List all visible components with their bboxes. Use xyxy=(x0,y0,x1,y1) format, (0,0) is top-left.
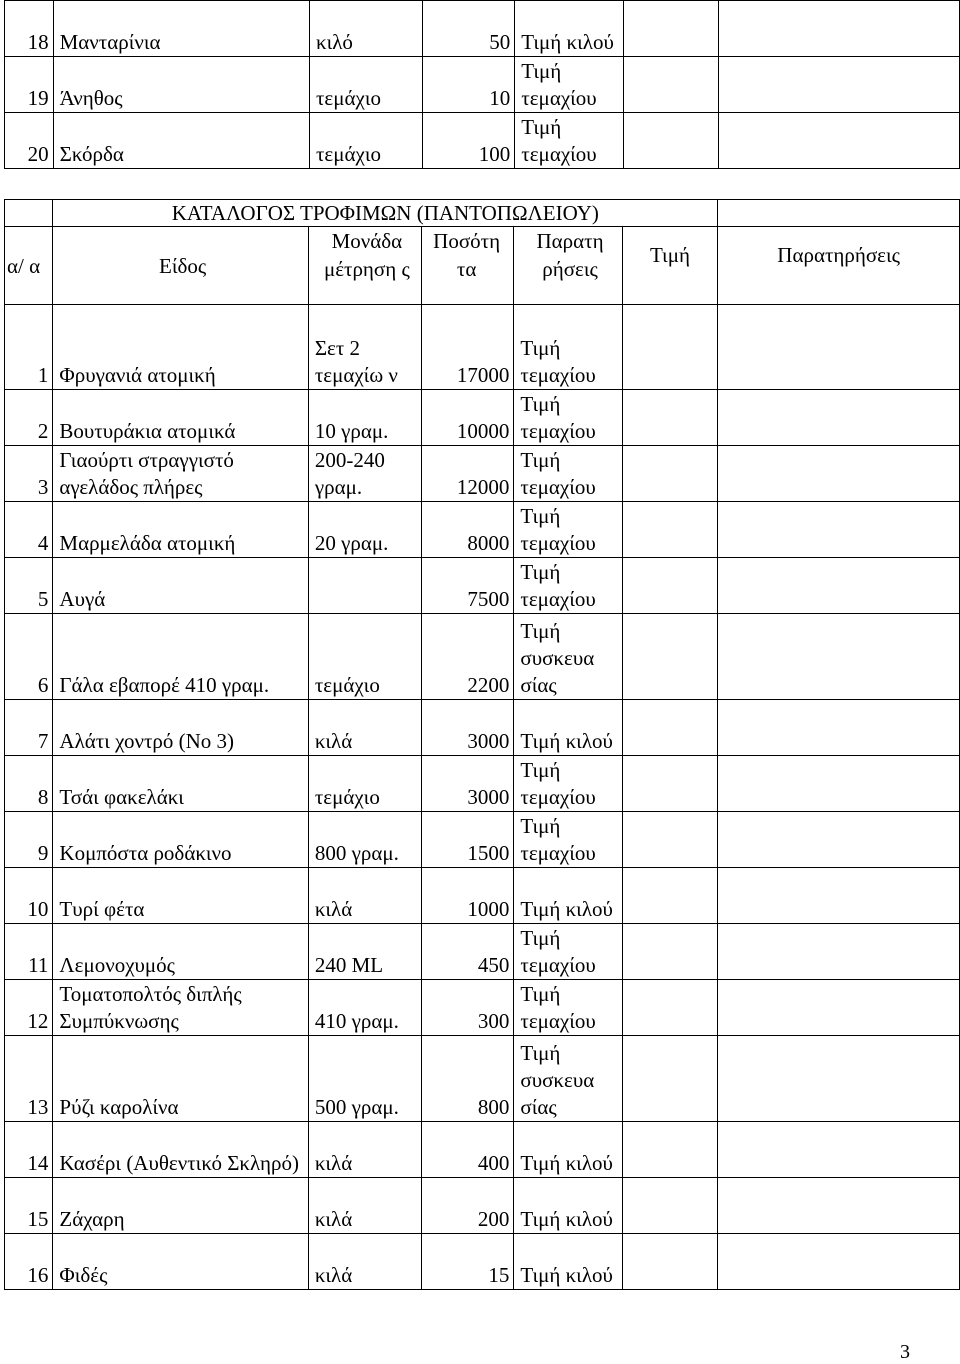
item-name: Κομπόστα ροδάκινο xyxy=(53,812,308,868)
price-cell xyxy=(623,57,718,113)
row-number: 10 xyxy=(5,868,53,924)
unit-of-measure: 10 γραμ. xyxy=(308,390,421,446)
remarks-cell xyxy=(719,113,960,169)
price-cell xyxy=(622,614,718,700)
header-price: Τιμή xyxy=(622,227,718,305)
price-cell xyxy=(622,446,718,502)
quantity: 2200 xyxy=(421,614,513,700)
header-number: α/ α xyxy=(5,227,53,305)
unit-of-measure: Σετ 2 τεμαχίω ν xyxy=(308,305,421,390)
quantity: 200 xyxy=(421,1178,513,1234)
row-number: 13 xyxy=(5,1036,53,1122)
quantity: 12000 xyxy=(421,446,513,502)
table-row xyxy=(5,812,960,868)
quantity: 450 xyxy=(421,924,513,980)
unit-of-measure: 800 γραμ. xyxy=(308,812,421,868)
header-remarks: Παρατηρήσεις xyxy=(718,227,960,305)
row-number: 7 xyxy=(5,700,53,756)
price-cell xyxy=(622,305,718,390)
price-basis: Τιμή τεμαχίου xyxy=(514,980,622,1036)
table-row xyxy=(5,1234,960,1290)
price-basis: Τιμή κιλού xyxy=(514,1122,622,1178)
row-number: 5 xyxy=(5,558,53,614)
price-basis: Τιμή τεμαχίου xyxy=(514,502,622,558)
row-number: 11 xyxy=(5,924,53,980)
table-row xyxy=(5,57,960,113)
remarks-cell xyxy=(719,1,960,57)
quantity: 1500 xyxy=(421,812,513,868)
unit-of-measure: τεμάχιο xyxy=(308,614,421,700)
unit-of-measure: κιλό xyxy=(309,1,422,57)
header-remarks-narrow: Παρατη ρήσεις xyxy=(514,227,622,305)
price-basis: Τιμή τεμαχίου xyxy=(514,924,622,980)
quantity: 7500 xyxy=(421,558,513,614)
row-number: 12 xyxy=(5,980,53,1036)
quantity: 100 xyxy=(423,113,515,169)
price-cell xyxy=(623,113,718,169)
item-name: Ρύζι καρολίνα xyxy=(53,1036,308,1122)
unit-of-measure: 20 γραμ. xyxy=(308,502,421,558)
remarks-cell xyxy=(718,558,960,614)
remarks-cell xyxy=(718,700,960,756)
price-cell xyxy=(622,1178,718,1234)
item-name: Λεμονοχυμός xyxy=(53,924,308,980)
remarks-cell xyxy=(718,1036,960,1122)
price-basis: Τιμή κιλού xyxy=(514,868,622,924)
quantity: 3000 xyxy=(421,700,513,756)
price-cell xyxy=(622,558,718,614)
price-basis: Τιμή συσκευα σίας xyxy=(514,1036,622,1122)
row-number: 15 xyxy=(5,1178,53,1234)
item-name: Σκόρδα xyxy=(53,113,309,169)
table-row xyxy=(5,558,960,614)
table-row xyxy=(5,868,960,924)
price-cell xyxy=(622,868,718,924)
item-name: Τυρί φέτα xyxy=(53,868,308,924)
table-row xyxy=(5,1036,960,1122)
price-basis: Τιμή τεμαχίου xyxy=(514,812,622,868)
price-basis: Τιμή συσκευα σίας xyxy=(514,614,622,700)
header-item: Είδος xyxy=(53,227,308,305)
unit-of-measure xyxy=(308,558,421,614)
table-row xyxy=(5,446,960,502)
item-name: Βουτυράκια ατομικά xyxy=(53,390,308,446)
unit-of-measure: τεμάχιο xyxy=(309,57,422,113)
price-cell xyxy=(623,1,718,57)
price-basis: Τιμή τεμαχίου xyxy=(515,57,624,113)
quantity: 10 xyxy=(423,57,515,113)
remarks-cell xyxy=(719,57,960,113)
row-number: 9 xyxy=(5,812,53,868)
unit-of-measure: 500 γραμ. xyxy=(308,1036,421,1122)
item-name: Φιδές xyxy=(53,1234,308,1290)
catalog-header-row xyxy=(5,227,960,305)
price-cell xyxy=(622,390,718,446)
quantity: 10000 xyxy=(421,390,513,446)
unit-of-measure: κιλά xyxy=(308,1178,421,1234)
row-number: 1 xyxy=(5,305,53,390)
catalog-title: ΚΑΤΑΛΟΓΟΣ ΤΡΟΦΙΜΩΝ (ΠΑΝΤΟΠΩΛΕΙΟΥ) xyxy=(53,200,718,227)
price-cell xyxy=(622,1234,718,1290)
price-basis: Τιμή τεμαχίου xyxy=(514,305,622,390)
quantity: 3000 xyxy=(421,756,513,812)
quantity: 8000 xyxy=(421,502,513,558)
price-basis: Τιμή κιλού xyxy=(514,1178,622,1234)
table-row xyxy=(5,980,960,1036)
table-row xyxy=(5,1122,960,1178)
quantity: 15 xyxy=(421,1234,513,1290)
catalog-title-row xyxy=(5,200,960,227)
table-row xyxy=(5,756,960,812)
row-number: 18 xyxy=(5,1,54,57)
top-continuation-table xyxy=(4,0,960,169)
table-row xyxy=(5,502,960,558)
price-basis: Τιμή τεμαχίου xyxy=(514,558,622,614)
item-name: Μαρμελάδα ατομική xyxy=(53,502,308,558)
price-cell xyxy=(622,980,718,1036)
table-row xyxy=(5,1,960,57)
price-cell xyxy=(622,812,718,868)
quantity: 800 xyxy=(421,1036,513,1122)
header-quantity: Ποσότη τα xyxy=(421,227,513,305)
unit-of-measure: 240 ML xyxy=(308,924,421,980)
unit-of-measure: κιλά xyxy=(308,1122,421,1178)
row-number: 6 xyxy=(5,614,53,700)
row-number: 8 xyxy=(5,756,53,812)
item-name: Φρυγανιά ατομική xyxy=(53,305,308,390)
price-basis: Τιμή τεμαχίου xyxy=(515,113,624,169)
table-row xyxy=(5,700,960,756)
row-number: 19 xyxy=(5,57,54,113)
remarks-cell xyxy=(718,1178,960,1234)
price-cell xyxy=(622,924,718,980)
unit-of-measure: κιλά xyxy=(308,868,421,924)
price-cell xyxy=(622,1036,718,1122)
table-row xyxy=(5,1178,960,1234)
row-number: 14 xyxy=(5,1122,53,1178)
remarks-cell xyxy=(718,1122,960,1178)
remarks-cell xyxy=(718,305,960,390)
price-basis: Τιμή κιλού xyxy=(514,1234,622,1290)
quantity: 400 xyxy=(421,1122,513,1178)
remarks-cell xyxy=(718,980,960,1036)
quantity: 17000 xyxy=(421,305,513,390)
table-row xyxy=(5,924,960,980)
row-number: 3 xyxy=(5,446,53,502)
food-catalog-table xyxy=(4,199,960,1290)
price-cell xyxy=(622,756,718,812)
remarks-cell xyxy=(718,756,960,812)
item-name: Μανταρίνια xyxy=(53,1,309,57)
row-number: 20 xyxy=(5,113,54,169)
item-name: Άνηθος xyxy=(53,57,309,113)
price-cell xyxy=(622,502,718,558)
price-cell xyxy=(622,700,718,756)
table-row xyxy=(5,305,960,390)
remarks-cell xyxy=(718,502,960,558)
item-name: Κασέρι (Αυθεντικό Σκληρό) xyxy=(53,1122,308,1178)
page-number: 3 xyxy=(900,1341,910,1363)
item-name: Ζάχαρη xyxy=(53,1178,308,1234)
header-unit: Μονάδα μέτρηση ς xyxy=(308,227,421,305)
item-name: Αυγά xyxy=(53,558,308,614)
price-basis: Τιμή τεμαχίου xyxy=(514,446,622,502)
item-name: Αλάτι χοντρό (Νο 3) xyxy=(53,700,308,756)
unit-of-measure: κιλά xyxy=(308,700,421,756)
table-row xyxy=(5,390,960,446)
remarks-cell xyxy=(718,868,960,924)
row-number: 16 xyxy=(5,1234,53,1290)
unit-of-measure: 410 γραμ. xyxy=(308,980,421,1036)
remarks-cell xyxy=(718,614,960,700)
remarks-cell xyxy=(718,924,960,980)
remarks-cell xyxy=(718,390,960,446)
table-row xyxy=(5,113,960,169)
remarks-cell xyxy=(718,1234,960,1290)
unit-of-measure: 200-240 γραμ. xyxy=(308,446,421,502)
row-number: 4 xyxy=(5,502,53,558)
unit-of-measure: κιλά xyxy=(308,1234,421,1290)
item-name: Τσάι φακελάκι xyxy=(53,756,308,812)
quantity: 300 xyxy=(421,980,513,1036)
row-number: 2 xyxy=(5,390,53,446)
item-name: Τοματοπολτός διπλής Συμπύκνωσης xyxy=(53,980,308,1036)
quantity: 50 xyxy=(423,1,515,57)
price-basis: Τιμή τεμαχίου xyxy=(514,390,622,446)
quantity: 1000 xyxy=(421,868,513,924)
price-cell xyxy=(622,1122,718,1178)
item-name: Γάλα εβαπορέ 410 γραμ. xyxy=(53,614,308,700)
table-row xyxy=(5,614,960,700)
price-basis: Τιμή τεμαχίου xyxy=(514,756,622,812)
price-basis: Τιμή κιλού xyxy=(514,700,622,756)
item-name: Γιαούρτι στραγγιστό αγελάδος πλήρες xyxy=(53,446,308,502)
unit-of-measure: τεμάχιο xyxy=(309,113,422,169)
remarks-cell xyxy=(718,446,960,502)
remarks-cell xyxy=(718,812,960,868)
price-basis: Τιμή κιλού xyxy=(515,1,624,57)
unit-of-measure: τεμάχιο xyxy=(308,756,421,812)
